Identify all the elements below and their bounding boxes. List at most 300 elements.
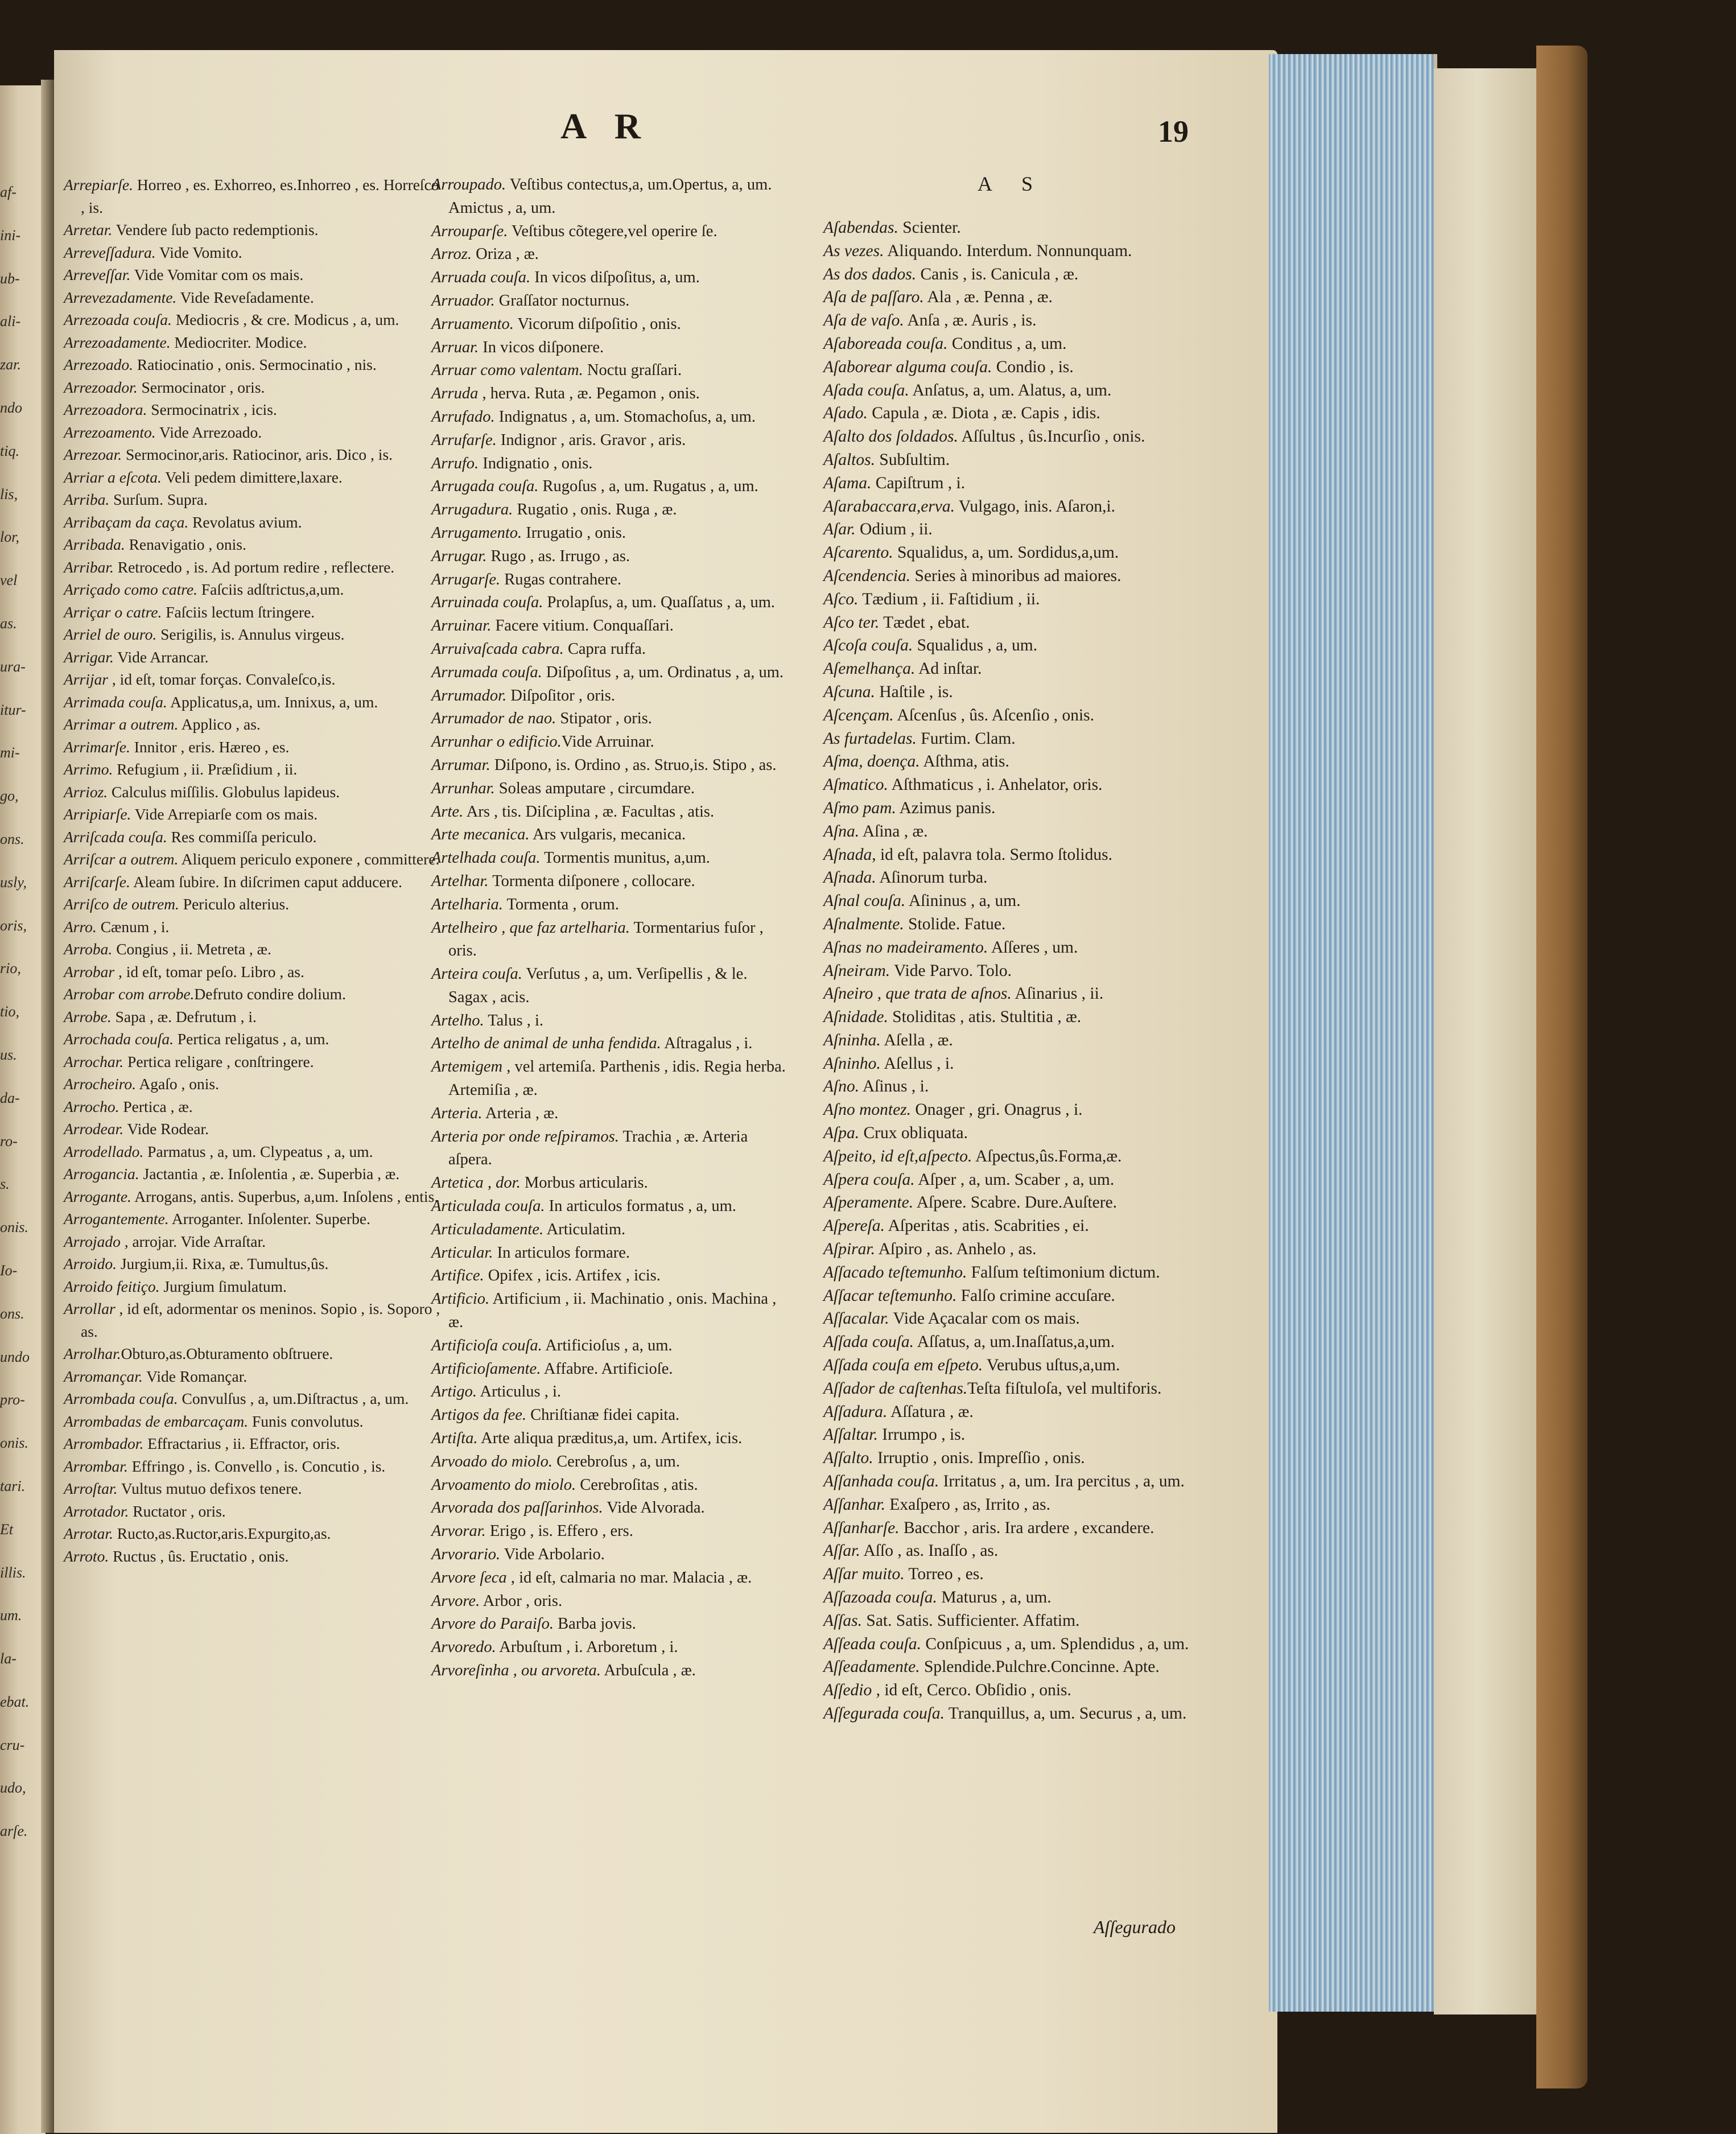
page-number: 19: [1158, 114, 1189, 149]
entry-headword: Aſſalto.: [823, 1449, 873, 1468]
entry-definition: Vide Romançar.: [142, 1367, 248, 1385]
entry-headword: Aſemelhança.: [823, 660, 916, 678]
entry-headword: Arrodellado.: [64, 1142, 144, 1160]
dictionary-entry: [64, 533, 445, 556]
entry-definition: Periculo alterius.: [179, 895, 290, 913]
dictionary-entry: [431, 1288, 790, 1334]
dictionary-entry: [431, 847, 790, 870]
dictionary-entry: [431, 522, 790, 545]
entry-headword: Arvore do Paraiſo.: [431, 1615, 554, 1633]
entry-headword: Articular.: [431, 1243, 493, 1262]
entry-definition: Tædium , ii. Faſtidium , ii.: [858, 590, 1040, 608]
entry-headword: Arrufarſe.: [431, 431, 497, 449]
dictionary-entry: [823, 1539, 1199, 1563]
dictionary-entry: [823, 263, 1199, 286]
dictionary-entry: [431, 777, 790, 801]
dictionary-entry: [64, 1477, 445, 1500]
entry-definition: Agaſo , onis.: [136, 1075, 219, 1093]
dictionary-entry: [823, 1238, 1199, 1261]
dictionary-entry: [431, 1010, 790, 1033]
entry-definition: Tranquillus, a, um. Securus , a, um.: [945, 1704, 1187, 1723]
entry-headword: Aſmatico.: [823, 776, 888, 794]
entry-headword: Aſpirar.: [823, 1240, 875, 1259]
entry-headword: Arteira couſa.: [431, 965, 522, 983]
entry-definition: Arteria , æ.: [482, 1104, 559, 1122]
entry-headword: Arrezoadamente.: [64, 333, 171, 351]
entry-headword: Articuladamente.: [431, 1220, 544, 1238]
entry-definition: Pertica , æ.: [119, 1097, 193, 1115]
dictionary-entry: [823, 1586, 1199, 1609]
entry-headword: Aſama.: [823, 473, 872, 492]
entry-definition: Squalidus , a, um.: [913, 636, 1038, 655]
entry-headword: Arrumar.: [431, 756, 490, 774]
entry-headword: Arrocheiro.: [64, 1075, 137, 1093]
entry-definition: Falſum teſtimonium dictum.: [967, 1263, 1160, 1282]
entry-headword: Arvoamento do miolo.: [431, 1476, 576, 1494]
entry-definition: Res commiſſa periculo.: [167, 827, 317, 846]
entry-definition: Capra ruffa.: [563, 640, 646, 658]
entry-headword: Aſpera couſa.: [823, 1170, 915, 1189]
entry-headword: Aſaborear alguma couſa.: [823, 357, 992, 376]
entry-definition: Vide Vomitar com os mais.: [130, 266, 304, 283]
dictionary-entry: [823, 356, 1199, 379]
entry-headword: Arribaçam da caça.: [64, 513, 189, 531]
dictionary-entry: [431, 429, 790, 452]
entry-definition: , id eſt, adormentar os meninos. Sopio , is. Soporo , as.: [81, 1300, 440, 1340]
dictionary-entry: [431, 220, 790, 244]
entry-definition: Tormenta , orum.: [502, 895, 619, 913]
entry-headword: Arrioz.: [64, 782, 108, 801]
entry-headword: Aſno montez.: [823, 1101, 912, 1119]
entry-headword: Arretar.: [64, 221, 113, 238]
entry-definition: Barba jovis.: [554, 1615, 636, 1633]
entry-definition: Veli pedem dimittere,laxare.: [161, 468, 343, 486]
dictionary-entry: [823, 1075, 1199, 1098]
entry-definition: Conſpicuus , a, um. Splendidus , a, um.: [921, 1634, 1189, 1653]
entry-headword: Arroto.: [64, 1547, 109, 1565]
entry-definition: Jactantia , æ. Inſolentia , æ. Superbia , æ.: [139, 1165, 400, 1183]
entry-headword: Arrepiarſe.: [64, 176, 133, 193]
entry-definition: Veſtibus contectus,a, um.Opertus, a, um. Amictus , a, um.: [448, 176, 772, 217]
entry-headword: Arrobar: [64, 962, 115, 981]
dictionary-entry: [64, 691, 445, 714]
dictionary-entry: [823, 1470, 1199, 1493]
entry-definition: Renavigatio , onis.: [125, 535, 246, 553]
entry-headword: Arrojado: [64, 1232, 121, 1250]
dictionary-entry: [64, 1545, 445, 1568]
dictionary-entry: [431, 1659, 790, 1683]
entry-headword: Arriba.: [64, 491, 110, 508]
entry-definition: Sermocinatrix , icis.: [147, 401, 277, 418]
entry-headword: As dos dados.: [823, 265, 917, 283]
dictionary-column-3: [823, 216, 1199, 1725]
entry-definition: Aſellus , i.: [880, 1054, 954, 1073]
entry-definition: Noctu graſſari.: [583, 361, 682, 380]
dictionary-entry: [64, 174, 445, 219]
entry-definition: Mediocriter. Modice.: [170, 333, 307, 351]
entry-definition: Ad inſtar.: [915, 660, 982, 678]
dictionary-entry: [431, 615, 790, 638]
entry-headword: As vezes.: [823, 241, 884, 260]
entry-definition: Morbus articularis.: [520, 1174, 648, 1192]
entry-definition: Series à minoribus ad maiores.: [910, 566, 1121, 585]
dictionary-entry: [64, 1455, 445, 1478]
dictionary-entry: [431, 1102, 790, 1126]
dictionary-entry: [64, 263, 445, 286]
dictionary-entry: [431, 243, 790, 266]
entry-headword: Arrotador.: [64, 1502, 129, 1520]
previous-page-fragment: onis.: [0, 1219, 28, 1236]
entry-definition: Rugo , as. Irrugo , as.: [486, 547, 630, 565]
dictionary-entry: [431, 754, 790, 777]
entry-definition: Irruptio , onis. Impreſſio , onis.: [873, 1449, 1085, 1468]
entry-headword: Aſnidade.: [823, 1008, 888, 1027]
previous-page-fragment: Io-: [0, 1262, 18, 1279]
dictionary-entry: [431, 1334, 790, 1358]
entry-definition: Teſta fiſtuloſa, vel multiforis.: [967, 1379, 1162, 1398]
entry-headword: Arreveſſar.: [64, 266, 131, 283]
entry-headword: Arruada couſa.: [431, 269, 531, 287]
entry-definition: Indignatus , a, um. Stomachoſus, a, um.: [494, 407, 756, 426]
dictionary-entry: [823, 1377, 1199, 1400]
dictionary-entry: [64, 1522, 445, 1545]
entry-definition: Furtim. Clam.: [916, 729, 1016, 748]
entry-definition: Verubus uſtus,a,um.: [983, 1356, 1120, 1375]
dictionary-entry: [64, 1185, 445, 1208]
previous-page-fragment: as.: [0, 615, 17, 632]
entry-headword: Arrimada couſa.: [64, 693, 167, 711]
dictionary-entry: [823, 1214, 1199, 1238]
entry-headword: Artificio.: [431, 1290, 490, 1308]
entry-headword: Aſcendencia.: [823, 566, 911, 585]
book-cover: [1536, 46, 1587, 2088]
dictionary-entry: [823, 913, 1199, 936]
entry-definition: , id eſt, calmaria no mar. Malacia , æ.: [506, 1568, 752, 1587]
catchword: Aſſegurado: [1094, 1917, 1176, 1937]
dictionary-entry: [823, 1330, 1199, 1354]
entry-definition: Aſperitas , atis. Scabrities , ei.: [884, 1217, 1089, 1235]
entry-headword: Aſcuna.: [823, 682, 875, 701]
dictionary-entry: [431, 801, 790, 824]
entry-definition: Artificium , ii. Machinatio , onis. Machina , æ.: [448, 1290, 777, 1332]
entry-definition: Veſtibus cõtegere,vel operire ſe.: [508, 222, 718, 240]
entry-definition: Trachia , æ. Arteria aſpera.: [448, 1127, 748, 1169]
entry-headword: Arvorar.: [431, 1522, 486, 1540]
entry-headword: Aſcarento.: [823, 543, 893, 562]
entry-definition: Pertica religare , conſtringere.: [123, 1052, 314, 1070]
entry-definition: In articulos formatus , a, um.: [545, 1197, 736, 1216]
entry-definition: Anſa , æ. Auris , is.: [904, 311, 1037, 330]
dictionary-entry: [823, 472, 1199, 495]
dictionary-entry: [823, 1307, 1199, 1330]
entry-definition: In vicos diſponere.: [479, 338, 604, 356]
entry-headword: Aſco.: [823, 590, 859, 608]
entry-definition: Aſſeres , um.: [988, 938, 1078, 957]
entry-definition: Retrocedo , is. Ad portum redire , reflectere.: [113, 558, 395, 576]
entry-definition: Aſinarius , ii.: [1011, 984, 1104, 1003]
dictionary-entry: [823, 750, 1199, 773]
dictionary-entry: [431, 893, 790, 917]
dictionary-entry: [64, 1208, 445, 1230]
entry-definition: Aſſatura , æ.: [887, 1402, 974, 1421]
dictionary-entry: [823, 773, 1199, 797]
entry-definition: Falſo crimine accuſare.: [956, 1286, 1115, 1305]
entry-definition: Effractarius , ii. Effractor, oris.: [143, 1435, 340, 1452]
dictionary-entry: [64, 871, 445, 893]
entry-definition: Sapa , æ. Defrutum , i.: [111, 1007, 257, 1025]
entry-definition: Vide Reveſadamente.: [176, 288, 314, 306]
previous-page-fragment: go,: [0, 788, 19, 805]
entry-definition: Subſultim.: [875, 450, 950, 469]
entry-headword: Aſninha.: [823, 1031, 881, 1049]
entry-definition: Aſpere. Scabre. Dure.Auſtere.: [913, 1193, 1118, 1212]
entry-definition: Aſinus , i.: [859, 1077, 929, 1096]
entry-headword: Aſno.: [823, 1077, 860, 1096]
entry-definition: Defruto condire dolium.: [194, 985, 346, 1003]
entry-definition: In articulos formare.: [493, 1243, 630, 1262]
dictionary-entry: [64, 353, 445, 376]
previous-page-fragment: da-: [0, 1089, 20, 1106]
entry-definition: Arbor , oris.: [480, 1592, 563, 1610]
dictionary-entry: [431, 290, 790, 313]
dictionary-entry: [64, 1028, 445, 1050]
entry-definition: Aſper , a, um. Scaber , a, um.: [914, 1170, 1115, 1189]
dictionary-entry: [64, 1095, 445, 1118]
dictionary-entry: [64, 241, 445, 264]
entry-definition: Vide Alvorada.: [603, 1499, 705, 1517]
dictionary-entry: [64, 848, 445, 871]
entry-headword: Arrumada couſa.: [431, 663, 542, 681]
dictionary-entry: [431, 917, 790, 963]
entry-definition: Cænum , i.: [96, 917, 170, 936]
entry-headword: Arrolhar.: [64, 1345, 121, 1362]
entry-definition: Vide Arbolario.: [500, 1546, 605, 1564]
entry-headword: Aſſadura.: [823, 1402, 888, 1421]
entry-headword: Arrodear.: [64, 1120, 124, 1138]
entry-headword: Arroido feitiço.: [64, 1277, 160, 1295]
dictionary-entry: [431, 1427, 790, 1451]
dictionary-entry: [823, 1354, 1199, 1377]
entry-definition: Rugas contrahere.: [500, 570, 621, 588]
entry-headword: Arrogantemente.: [64, 1210, 169, 1227]
dictionary-entry: [823, 425, 1199, 448]
entry-headword: Arruinar.: [431, 617, 492, 635]
entry-definition: , vel artemiſa. Parthenis , idis. Regia herba. Artemiſia , æ.: [448, 1058, 786, 1099]
entry-headword: Aſſeada couſa.: [823, 1634, 922, 1653]
dictionary-entry: [431, 359, 790, 382]
entry-headword: Arrunhar.: [431, 779, 495, 797]
entry-definition: Conditus , a, um.: [947, 334, 1067, 353]
dictionary-entry: [64, 1432, 445, 1455]
entry-definition: Bacchor , aris. Ira ardere , excandere.: [899, 1518, 1154, 1537]
entry-headword: Arruar.: [431, 338, 479, 356]
entry-headword: Arrezoada couſa.: [64, 311, 172, 328]
dictionary-entry: [823, 448, 1199, 472]
dictionary-column-1: [64, 174, 445, 1567]
entry-headword: Aſpereſa.: [823, 1217, 885, 1235]
dictionary-entry: [823, 843, 1199, 867]
dictionary-entry: [823, 634, 1199, 657]
entry-definition: Squalidus, a, um. Sordidus,a,um.: [893, 543, 1119, 562]
dictionary-entry: [823, 1423, 1199, 1447]
entry-headword: Aſada couſa.: [823, 381, 909, 399]
dictionary-entry: [823, 1563, 1199, 1586]
dictionary-entry: [823, 1493, 1199, 1517]
entry-headword: Arroupado.: [431, 176, 506, 193]
entry-headword: Arrugadura.: [431, 501, 513, 519]
entry-definition: Irrumpo , is.: [877, 1426, 966, 1444]
entry-definition: Aſpiro , as. Anhelo , as.: [875, 1240, 1037, 1259]
dictionary-entry: [64, 1230, 445, 1253]
dictionary-entry: [823, 1052, 1199, 1076]
entry-headword: Arrumador de nao.: [431, 710, 556, 728]
entry-headword: Aſſanhar.: [823, 1495, 885, 1514]
entry-headword: Arriſcada couſa.: [64, 827, 167, 846]
dictionary-entry: [823, 866, 1199, 889]
entry-definition: Aſtragalus , i.: [661, 1035, 753, 1053]
previous-page-fragment: tiq.: [0, 442, 19, 459]
dictionary-entry: [64, 578, 445, 601]
entry-definition: Applico , as.: [178, 715, 261, 733]
entry-headword: Artigos da fee.: [431, 1406, 527, 1424]
dictionary-entry: [64, 646, 445, 669]
entry-definition: Stolide. Fatue.: [904, 914, 1006, 933]
dictionary-entry: [823, 727, 1199, 751]
entry-headword: Aſcençam.: [823, 706, 894, 724]
entry-headword: Aſarabaccara,erva.: [823, 497, 955, 516]
entry-definition: Ructator , oris.: [129, 1502, 226, 1520]
entry-headword: Aſneiram.: [823, 961, 890, 980]
entry-definition: Horreo , es. Exhorreo, es.Inhorreo , es. Horreſco , is.: [81, 176, 439, 216]
entry-definition: , id eſt, Cerco. Obſidio , onis.: [872, 1681, 1071, 1700]
dictionary-entry: [64, 308, 445, 331]
entry-headword: Arrezoar.: [64, 446, 122, 463]
dictionary-entry: [823, 797, 1199, 820]
entry-headword: Aſco ter.: [823, 613, 880, 632]
entry-definition: Oriza , æ.: [472, 245, 539, 263]
previous-page-fragment: onis.: [0, 1435, 28, 1452]
entry-headword: Arroba.: [64, 940, 113, 958]
dictionary-entry: [823, 704, 1199, 727]
entry-headword: Arrombador.: [64, 1435, 144, 1452]
entry-definition: Diſpoſitor , oris.: [506, 686, 616, 705]
entry-definition: Maturus , a, um.: [937, 1588, 1052, 1607]
dictionary-entry: [431, 1032, 790, 1056]
dictionary-entry: [431, 638, 790, 661]
entry-headword: Arrunhar o edificio.: [431, 733, 562, 751]
entry-headword: Artificioſamente.: [431, 1360, 541, 1378]
entry-headword: Arrombada couſa.: [64, 1390, 178, 1407]
entry-definition: Anſatus, a, um. Alatus, a, um.: [909, 381, 1112, 399]
dictionary-entry: [64, 1253, 445, 1275]
dictionary-entry: [64, 668, 445, 691]
entry-definition: Aſinorum turba.: [876, 868, 988, 887]
previous-page-fragment: mi-: [0, 744, 20, 761]
entry-headword: Arrotar.: [64, 1525, 113, 1542]
entry-headword: Aſabendas.: [823, 219, 898, 237]
dictionary-entry: [431, 1126, 790, 1172]
entry-definition: Chriſtianæ fidei capita.: [526, 1406, 680, 1424]
entry-definition: Vide Açacalar com os mais.: [889, 1309, 1080, 1328]
entry-definition: Facere vitium. Conquaſſari.: [491, 617, 674, 635]
entry-headword: Aſpeito, id eſt,aſpecto.: [823, 1147, 972, 1165]
previous-page-fragment: ura-: [0, 658, 26, 675]
entry-definition: Aliquem periculo exponere , committere.: [178, 850, 440, 868]
dictionary-entry: [823, 541, 1199, 565]
dictionary-entry: [431, 545, 790, 568]
dictionary-entry: [431, 685, 790, 708]
previous-page-fragment: illis.: [0, 1564, 26, 1581]
dictionary-entry: [431, 475, 790, 499]
dictionary-entry: [431, 1567, 790, 1590]
entry-definition: Surſum. Supra.: [109, 491, 208, 508]
entry-definition: Aſſatus, a, um.Inaſſatus,a,um.: [913, 1333, 1115, 1352]
entry-headword: Arro.: [64, 917, 97, 936]
entry-headword: Arvorario.: [431, 1546, 501, 1564]
entry-headword: Arvoredo.: [431, 1638, 496, 1657]
entry-headword: Aſſacar teſtemunho.: [823, 1286, 957, 1305]
entry-definition: Aſpectus,ûs.Forma,æ.: [972, 1147, 1122, 1165]
dictionary-entry: [823, 1029, 1199, 1052]
dictionary-entry: [431, 1242, 790, 1265]
entry-headword: Aſcoſa couſa.: [823, 636, 913, 655]
dictionary-entry: [431, 707, 790, 731]
dictionary-entry: [431, 406, 790, 429]
entry-headword: Aſſanhada couſa.: [823, 1472, 939, 1491]
previous-page-fragment: lis,: [0, 485, 18, 502]
dictionary-entry: [64, 1118, 445, 1140]
dictionary-column-2: [431, 174, 790, 1683]
entry-definition: Stipator , oris.: [556, 710, 652, 728]
dictionary-entry: [431, 568, 790, 592]
dictionary-entry: [823, 681, 1199, 704]
entry-definition: Jurgium,ii. Rixa, æ. Tumultus,ûs.: [116, 1255, 329, 1272]
dictionary-entry: [64, 1387, 445, 1410]
entry-definition: Vide Parvo. Tolo.: [890, 961, 1012, 980]
dictionary-entry: [431, 499, 790, 522]
entry-headword: Artigo.: [431, 1383, 477, 1401]
entry-headword: Aſnalmente.: [823, 914, 904, 933]
entry-definition: Arrogans, antis. Superbus, a,um. Inſolens , entis.: [131, 1187, 439, 1205]
dictionary-entry: [64, 398, 445, 421]
entry-definition: Vide Arrezoado.: [155, 423, 262, 441]
entry-headword: Artiſta.: [431, 1429, 478, 1448]
entry-definition: Soleas amputare , circumdare.: [494, 779, 695, 797]
previous-page-fragment: Et: [0, 1521, 14, 1538]
previous-page-fragments: [0, 171, 46, 1853]
entry-definition: Ars vulgaris, mecanica.: [529, 826, 686, 844]
entry-definition: Aſthma, atis.: [919, 752, 1009, 771]
entry-definition: Crux obliquata.: [859, 1124, 968, 1143]
entry-headword: Arrombar.: [64, 1457, 128, 1475]
entry-headword: Arrugarſe.: [431, 570, 501, 588]
entry-definition: Ructo,as.Ructor,aris.Expurgito,as.: [113, 1525, 331, 1542]
entry-headword: Arrogante.: [64, 1187, 131, 1205]
entry-definition: , id eſt, tomar forças. Convaleſco,is.: [108, 670, 336, 688]
entry-headword: Arrimarſe.: [64, 738, 130, 756]
entry-headword: Arromançar.: [64, 1367, 143, 1385]
dictionary-entry: [431, 1474, 790, 1497]
section-heading: A S: [978, 172, 1046, 195]
entry-definition: Vulgago, inis. Aſaron,i.: [955, 497, 1116, 516]
entry-headword: Aſſar muito.: [823, 1565, 905, 1584]
dictionary-entry: [431, 1590, 790, 1613]
entry-headword: Arrollar: [64, 1300, 116, 1317]
entry-headword: Aſſada couſa em eſpeto.: [823, 1356, 983, 1375]
dictionary-entry: [823, 495, 1199, 518]
previous-page-fragment: tio,: [0, 1003, 19, 1020]
entry-definition: Haſtile , is.: [875, 682, 953, 701]
